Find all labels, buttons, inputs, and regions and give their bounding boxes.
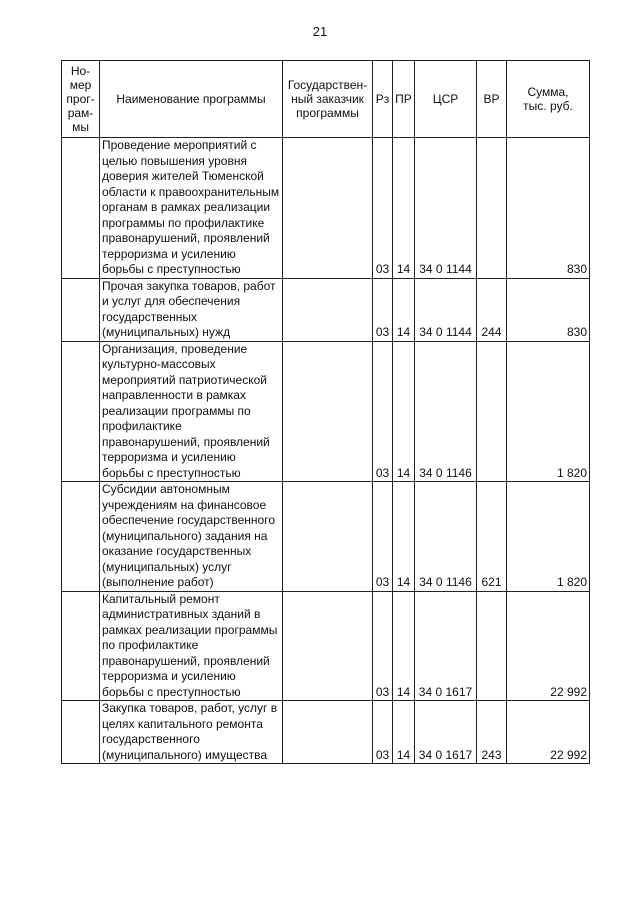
cell-pr: 14	[393, 591, 415, 701]
header-rz: Рз	[373, 61, 393, 138]
header-num: Но- мер прог- рам- мы	[62, 61, 100, 138]
table-row	[62, 482, 590, 592]
cell-name: Организация, проведение культурно-массовых мероприятий патриотической направленности в рамках реализации программы по профилактике правонарушений, проявлений терроризма и усилению борьбы с преступностью	[100, 341, 283, 482]
cell-rz: 03	[373, 591, 393, 701]
table-row	[62, 138, 590, 279]
cell-pr: 14	[393, 701, 415, 764]
header-pr: ПР	[393, 61, 415, 138]
cell-name: Закупка товаров, работ, услуг в целях капитального ремонта государственного (муниципального) имущества	[100, 701, 283, 764]
cell-customer	[283, 278, 373, 341]
header-customer: Государствен- ный заказчик программы	[283, 61, 373, 138]
cell-name: Проведение мероприятий с целью повышения уровня доверия жителей Тюменской области к правоохранительным органам в рамках реализации программы по профилактике правонарушений, проявлений терроризма и усилению борьбы с преступностью	[100, 138, 283, 279]
cell-csr: 34 0 1617	[415, 591, 477, 701]
cell-rz: 03	[373, 701, 393, 764]
cell-vr: 621	[477, 482, 507, 592]
table-row	[62, 278, 590, 341]
cell-rz: 03	[373, 278, 393, 341]
cell-customer	[283, 138, 373, 279]
cell-pr: 14	[393, 341, 415, 482]
table-row	[62, 341, 590, 482]
cell-customer	[283, 701, 373, 764]
cell-customer	[283, 591, 373, 701]
cell-name: Капитальный ремонт административных зданий в рамках реализации программы по профилактике правонарушений, проявлений терроризма и усилению борьбы с преступностью	[100, 591, 283, 701]
table-row	[62, 591, 590, 701]
budget-table	[61, 60, 590, 764]
cell-rz: 03	[373, 138, 393, 279]
cell-sum: 22 992	[507, 701, 590, 764]
cell-pr: 14	[393, 138, 415, 279]
cell-sum: 830	[507, 278, 590, 341]
cell-vr	[477, 341, 507, 482]
cell-vr	[477, 591, 507, 701]
cell-rz: 03	[373, 482, 393, 592]
cell-num	[62, 701, 100, 764]
cell-rz: 03	[373, 341, 393, 482]
cell-customer	[283, 341, 373, 482]
cell-sum: 830	[507, 138, 590, 279]
cell-vr	[477, 138, 507, 279]
header-row	[62, 61, 590, 138]
cell-num	[62, 278, 100, 341]
cell-csr: 34 0 1144	[415, 278, 477, 341]
cell-csr: 34 0 1144	[415, 138, 477, 279]
cell-csr: 34 0 1617	[415, 701, 477, 764]
header-sum: Сумма, тыс. руб.	[507, 61, 590, 138]
cell-pr: 14	[393, 482, 415, 592]
cell-num	[62, 341, 100, 482]
header-name: Наименование программы	[100, 61, 283, 138]
cell-customer	[283, 482, 373, 592]
cell-pr: 14	[393, 278, 415, 341]
cell-sum: 1 820	[507, 341, 590, 482]
cell-sum: 1 820	[507, 482, 590, 592]
header-vr: ВР	[477, 61, 507, 138]
cell-num	[62, 138, 100, 279]
cell-num	[62, 482, 100, 592]
table-row	[62, 701, 590, 764]
cell-vr: 244	[477, 278, 507, 341]
cell-csr: 34 0 1146	[415, 482, 477, 592]
cell-num	[62, 591, 100, 701]
cell-csr: 34 0 1146	[415, 341, 477, 482]
header-csr: ЦСР	[415, 61, 477, 138]
cell-sum: 22 992	[507, 591, 590, 701]
cell-name: Прочая закупка товаров, работ и услуг для обеспечения государственных (муниципальных) нужд	[100, 278, 283, 341]
cell-vr: 243	[477, 701, 507, 764]
page-number: 21	[312, 24, 328, 39]
cell-name: Субсидии автономным учреждениям на финансовое обеспечение государственного (муниципального) задания на оказание государственных (муниципальных) услуг (выполнение работ)	[100, 482, 283, 592]
